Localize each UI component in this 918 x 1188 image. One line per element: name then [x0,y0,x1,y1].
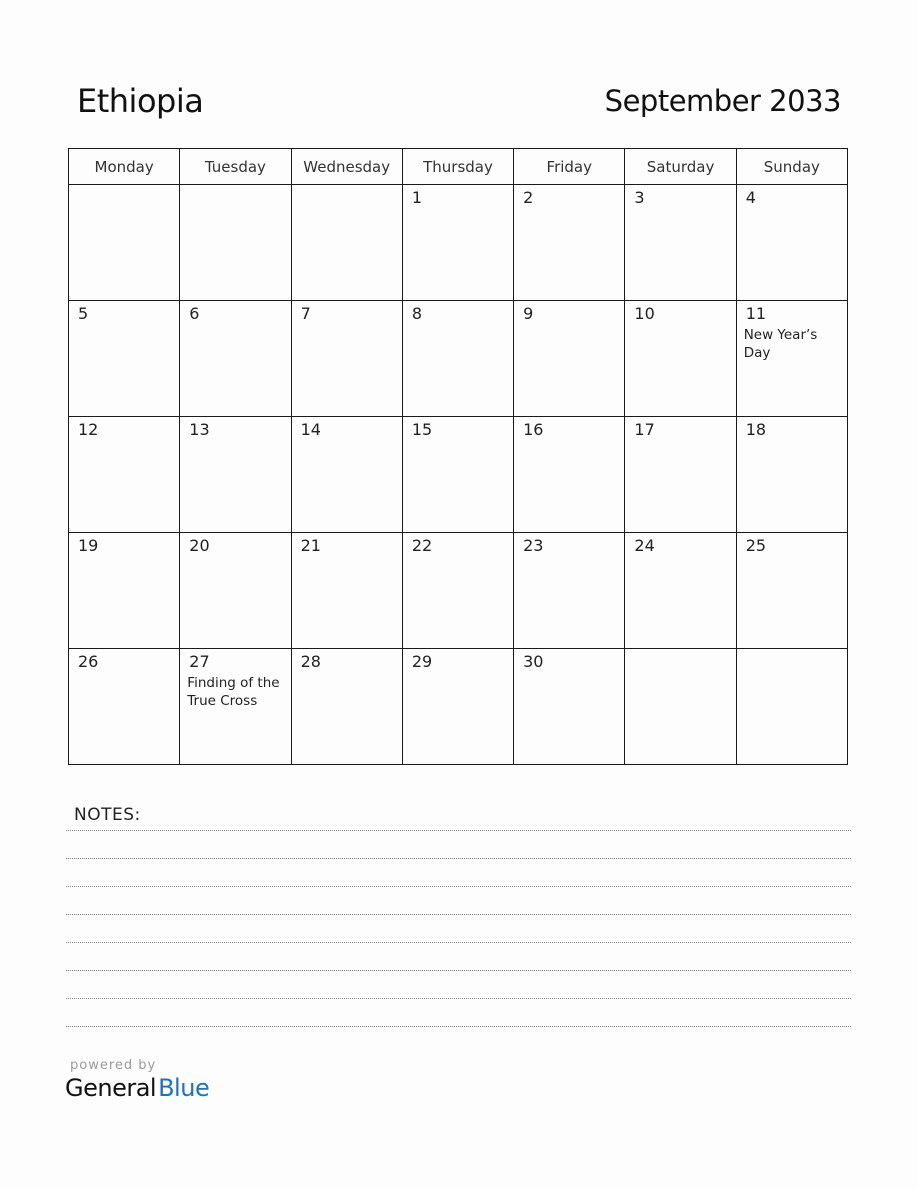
day-cell [69,533,180,649]
day-number: 15 [411,420,433,439]
note-line [66,914,851,915]
day-number: 23 [523,536,544,555]
weekday-header-row [69,149,848,185]
day-number: 29 [411,652,433,671]
note-line [66,886,851,887]
day-cell [402,417,513,533]
day-number: 5 [78,304,89,323]
day-cell [514,649,625,765]
calendar-week-row [69,417,848,533]
day-cell [514,185,625,301]
day-cell [514,533,625,649]
holiday-event: Finding of the True Cross [187,675,280,709]
day-number: 28 [300,652,321,671]
empty-day-cell [69,185,180,301]
day-cell [736,417,847,533]
day-cell [514,301,625,417]
weekday-saturday: Saturday [625,149,736,185]
day-number: 2 [523,188,534,207]
day-number: 3 [634,188,645,207]
brand-blue: Blue [158,1074,210,1102]
note-line [66,858,851,859]
day-number: 8 [411,304,423,323]
weekday-sunday: Sunday [736,149,847,185]
empty-day-cell [736,649,847,765]
day-cell [291,301,402,417]
calendar-grid [68,148,848,765]
day-number: 26 [78,652,99,671]
calendar-week-row [69,533,848,649]
day-number: 6 [189,304,200,323]
month-year-title: September 2033 [604,84,841,118]
calendar-week-row [69,185,848,301]
day-cell [402,649,513,765]
day-number: 21 [300,536,321,555]
day-number [69,185,179,188]
day-number: 19 [78,536,99,555]
day-cell [514,417,625,533]
day-cell [402,533,513,649]
weekday-friday: Friday [514,149,625,185]
day-number: 12 [78,420,99,439]
day-cell [402,301,513,417]
calendar-week-row [69,649,848,765]
empty-day-cell [180,185,291,301]
weekday-tuesday: Tuesday [180,149,291,185]
weekday-thursday: Thursday [402,149,513,185]
empty-day-cell [625,649,736,765]
day-cell [180,301,291,417]
day-number: 27 [189,652,210,671]
note-line [66,1026,851,1027]
day-number [180,185,290,188]
day-number: 25 [745,536,767,555]
holiday-event: New Year’s Day [743,327,818,361]
empty-day-cell [291,185,402,301]
day-number: 30 [523,652,544,671]
day-cell [625,185,736,301]
day-number: 13 [189,420,210,439]
notes-label: NOTES: [74,805,141,825]
country-title: Ethiopia [77,82,204,120]
day-cell [180,417,291,533]
day-number: 10 [634,304,655,323]
day-cell [291,533,402,649]
day-cell [736,301,847,417]
day-cell [291,417,402,533]
day-number: 14 [300,420,321,439]
day-number: 9 [523,304,534,323]
weekday-wednesday: Wednesday [291,149,402,185]
note-line [66,998,851,999]
day-cell [736,533,847,649]
powered-by-text: powered by [70,1058,157,1073]
day-cell [736,185,847,301]
brand-general: General [65,1074,157,1102]
day-number: 1 [411,188,423,207]
day-cell [625,417,736,533]
day-number: 4 [745,188,756,207]
day-cell [180,533,291,649]
day-cell [69,301,180,417]
day-number: 7 [300,304,311,323]
day-number: 16 [523,420,544,439]
day-number: 24 [634,536,655,555]
day-number: 20 [189,536,210,555]
note-line [66,830,851,831]
day-number [625,649,735,652]
day-cell [402,185,513,301]
day-number: 22 [411,536,433,555]
weekday-monday: Monday [69,149,180,185]
day-cell [180,649,291,765]
day-cell [291,649,402,765]
day-number [292,185,402,188]
day-number: 17 [634,420,655,439]
day-cell [69,649,180,765]
day-number: 18 [745,420,767,439]
day-number: 11 [745,304,767,323]
day-number [737,649,847,652]
calendar-week-row [69,301,848,417]
generalblue-logo [65,1074,209,1102]
day-cell [625,301,736,417]
note-line [66,970,851,971]
day-cell [69,417,180,533]
note-line [66,942,851,943]
day-cell [625,533,736,649]
